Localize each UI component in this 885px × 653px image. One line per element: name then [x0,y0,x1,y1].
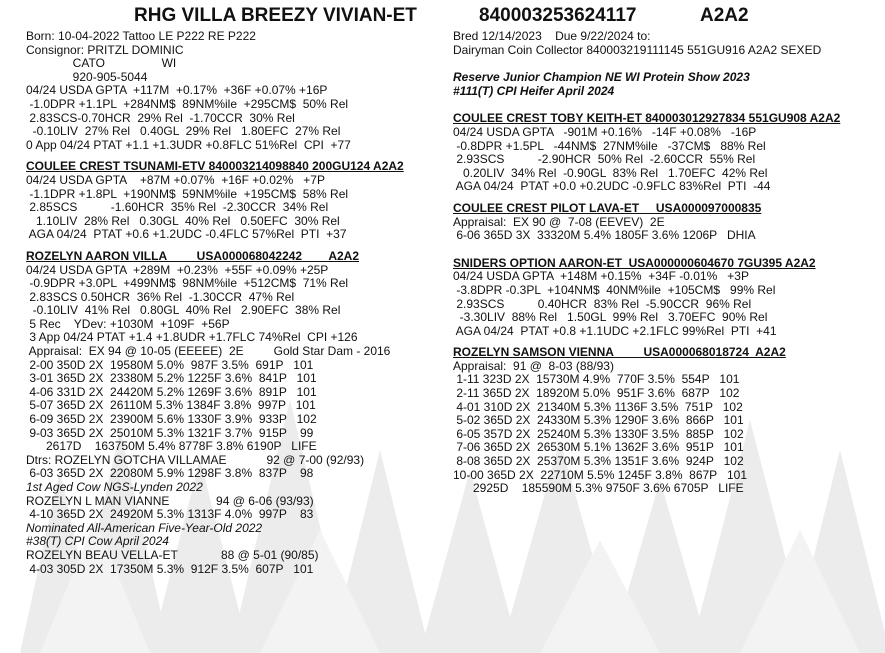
page-title [0,5,885,31]
section-heading: COULEE CREST TOBY KEITH-ET 840003012927834 551GU908 A2A2 [453,111,841,126]
honor-line: 1st Aged Cow NGS-Lynden 2022 [26,480,203,494]
text-line: Appraisal: 91 @ 8-03 (88/93) [453,358,614,373]
text-line: -1.0DPR +1.1PL +284NM$ 89NM%ile +295CM$ 50% Rel [26,96,349,111]
text-line: 2.85SCS -1.60HCR 35% Rel -2.30CCR 34% Rel [26,200,329,215]
text-line: 6-06 365D 3X 33320M 5.4% 1805F 3.6% 1206P DHIA [453,228,756,243]
honor-line: #111(T) CPI Heifer April 2024 [453,83,615,98]
text-line: 10-00 365D 2X 22710M 5.5% 1245F 3.8% 867P 101 [453,467,747,482]
honor-line: Nominated All-American Five-Year-Old 2022 [26,520,263,535]
text-line: Appraisal: EX 94 @ 10-05 (EEEEE) 2E Gold Star Dam - 2016 [26,344,391,359]
text-line: 2.83SCS-0.70HCR 29% Rel -1.70CCR 30% Rel [26,110,295,125]
text-line: -0.8DPR +1.5PL -44NM$ 27NM%ile -37CM$ 88% Rel [453,138,766,153]
spacer [453,98,840,112]
text-line: 4-10 365D 2X 24920M 5.3% 1313F 4.0% 997P 83 [26,507,314,522]
text-line: 4-01 310D 2X 21340M 5.3% 1136F 3.5% 751P 102 [453,399,743,414]
text-line: 0.20LIV 34% Rel -0.90GL 83% Rel 1.70EFC 42% Rel [453,165,768,180]
text-line: 1-11 323D 2X 15730M 4.9% 770F 3.5% 554P 101 [453,372,740,387]
text-line: Bred 12/14/2023 Due 9/22/2024 to: [453,29,651,43]
text-line: 0 App 04/24 PTAT +1.1 +1.3UDR +0.8FLC 51%Rel CPI +77 [26,137,351,152]
text-line: 5 Rec YDev: +1030M +109F +56P [26,316,230,331]
text-line: Consignor: PRITZL DOMINIC [26,42,184,57]
text-line: 7-06 365D 2X 26530M 5.1% 1362F 3.6% 951P 101 [453,440,744,455]
text-line: -3.30LIV 88% Rel 1.50GL 99% Rel 3.70EFC 90% Rel [453,310,768,325]
text-line: 04/24 USDA GPTA +87M +0.07% +16F +0.02% +7P [26,172,325,187]
text-line: Appraisal: EX 90 @ 7-08 (EEVEV) 2E [453,214,665,229]
honor-line: #38(T) CPI Cow April 2024 [26,534,169,549]
text-line: 2617D 163750M 5.4% 8778F 3.8% 6190P LIFE [26,439,317,454]
section-heading: COULEE CREST PILOT LAVA-ET USA000097000835 [453,200,762,215]
text-line: 2-11 365D 2X 18920M 5.0% 951F 3.6% 687P 102 [453,386,740,401]
text-line: ROZELYN BEAU VELLA-ET 88 @ 5-01 (90/85) [26,547,319,562]
text-line: AGA 04/24 PTAT +0.6 +1.2UDC -0.4FLC 57%Rel PTI +37 [26,227,347,242]
animal-name: RHG VILLA BREEZY VIVIAN-ET [134,5,417,26]
text-line: CATO WI [26,56,177,71]
text-line: 4-03 305D 2X 17350M 5.3% 912F 3.5% 607P 101 [26,561,314,576]
spacer [453,57,840,71]
text-line: -0.9DPR +3.0PL +499NM$ 98NM%ile +512CM$ 71% Rel [26,276,349,291]
text-line: 2.83SCS 0.50HCR 36% Rel -1.30CCR 47% Rel [26,289,295,304]
registration-number: 840003253624117 [479,5,637,26]
text-line: 6-09 365D 2X 23900M 5.6% 1330F 3.9% 933P 102 [26,412,317,427]
text-line: Dtrs: ROZELYN GOTCHA VILLAMAE 92 @ 7-00 (92/93) [26,452,365,467]
text-line: Born: 10-04-2022 Tattoo LE P222 RE P222 [26,29,256,43]
section-heading: ROZELYN SAMSON VIENNA USA000068018724 A2A2 [453,345,786,360]
text-line: -0.10LIV 41% Rel 0.80GL 40% Rel 2.90EFC 38% Rel [26,303,341,318]
text-line: 3 App 04/24 PTAT +1.4 +1.8UDR +1.7FLC 74%Rel CPI +126 [26,330,358,345]
text-line: 1.10LIV 28% Rel 0.30GL 40% Rel 0.50EFC 30% Rel [26,213,340,228]
text-line: AGA 04/24 PTAT +0.0 +0.2UDC -0.9FLC 83%Rel PTI -44 [453,179,771,194]
right-column [453,30,840,496]
section-heading: ROZELYN AARON VILLA USA000068042242 A2A2 [26,248,360,263]
text-line: 04/24 USDA GPTA +117M +0.17% +36F +0.07% +16P [26,83,328,98]
text-line: 920-905-5044 [26,69,148,84]
honor-line: Reserve Junior Champion NE WI Protein Show 2023 [453,70,750,85]
text-line: Dairyman Coin Collector 840003219111145 551GU916 A2A2 SEXED [453,42,822,57]
text-line: 3-01 365D 2X 23380M 5.2% 1225F 3.6% 841P 101 [26,371,317,386]
text-line: 2.93SCS -2.90HCR 50% Rel -2.60CCR 55% Rel [453,152,756,167]
text-line: 8-08 365D 2X 25370M 5.3% 1351F 3.6% 924P 102 [453,454,744,469]
text-line: 04/24 USDA GPTA +148M +0.15% +34F -0.01% +3P [453,269,749,284]
genotype-badge: A2A2 [700,5,749,26]
text-line: -1.1DPR +1.8PL +190NM$ 59NM%ile +195CM$ 58% Rel [26,186,349,201]
text-line: 5-07 365D 2X 26110M 5.3% 1384F 3.8% 997P 101 [26,398,316,413]
text-line: 4-06 331D 2X 24420M 5.2% 1269F 3.6% 891P 101 [26,384,317,399]
spacer [453,243,840,257]
text-line: 2925D 185590M 5.3% 9750F 3.6% 6705P LIFE [453,481,744,496]
text-line: 2-00 350D 2X 19580M 5.0% 987F 3.5% 691P 101 [26,357,314,372]
text-line: 04/24 USDA GPTA +289M +0.23% +55F +0.09% +25P [26,262,329,277]
text-line: 6-03 365D 2X 22080M 5.9% 1298F 3.8% 837P 98 [26,466,314,481]
text-line: -3.8DPR -0.3PL +104NM$ 40NM%ile +105CM$ 99% Rel [453,282,776,297]
section-heading: COULEE CREST TSUNAMI-ETV 840003214098840 200GU124 A2A2 [26,159,404,174]
text-line: ROZELYN L MAN VIANNE 94 @ 6-06 (93/93) [26,493,314,508]
text-line: 04/24 USDA GPTA -901M +0.16% -14F +0.08% -16P [453,124,757,139]
text-line: 2.93SCS 0.40HCR 83% Rel -5.90CCR 96% Rel [453,296,752,311]
text-line: 6-05 357D 2X 25240M 5.3% 1330F 3.5% 885P 102 [453,426,744,441]
text-line: AGA 04/24 PTAT +0.8 +1.1UDC +2.1FLC 99%Rel PTI +41 [453,323,777,338]
section-heading: SNIDERS OPTION AARON-ET USA000000604670 7GU395 A2A2 [453,255,816,270]
text-line: 5-02 365D 2X 24330M 5.3% 1290F 3.6% 866P 101 [453,413,744,428]
left-column [26,30,404,576]
text-line: 9-03 365D 2X 25010M 5.3% 1321F 3.7% 915P 99 [26,425,314,440]
text-line: -0.10LIV 27% Rel 0.40GL 29% Rel 1.80EFC 27% Rel [26,124,341,139]
